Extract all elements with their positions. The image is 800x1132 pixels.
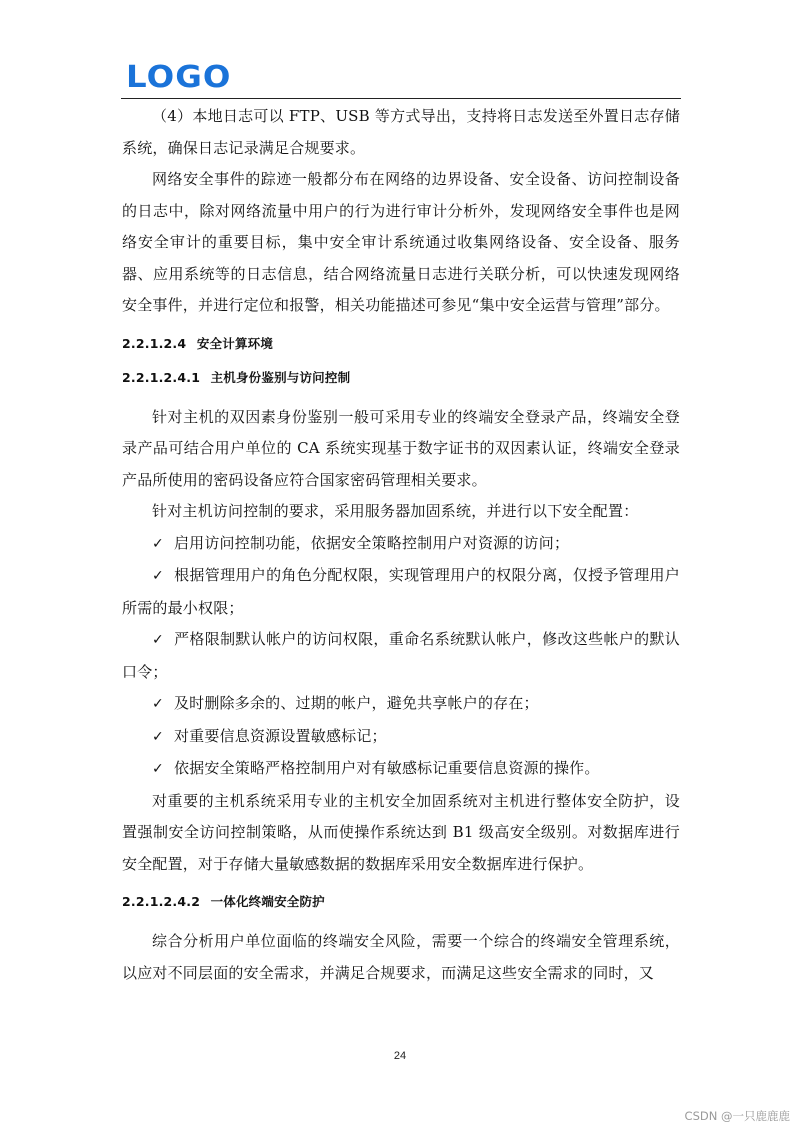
section-heading-2-2-1-2-4 (122, 334, 680, 354)
section-title: 安全计算环境 (196, 335, 274, 351)
list-item-text: 及时删除多余的、过期的帐户，避免共享帐户的存在； (173, 694, 539, 712)
section-number: 2.2.1.2.4.2 (122, 894, 201, 909)
check-icon: ✓ (152, 568, 164, 584)
header-rule (121, 98, 681, 99)
list-item (122, 624, 680, 688)
paragraph-log-export: （4）本地日志可以 FTP、USB 等方式导出，支持将日志发送至外置日志存储系统，确保日志记录满足合规要求。 (122, 107, 680, 157)
list-item (122, 688, 680, 721)
paragraph-security-events: 网络安全事件的踪迹一般都分布在网络的边界设备、安全设备、访问控制设备的日志中，除对网络流量中用户的行为进行审计分析外，发现网络安全事件也是网络安全审计的重要目标，集中安全审计系统通过收集网络设备、安全设备、服务器、应用系统等的日志信息，结合网络流量日志进行关联分析，可以快速发现网络安全事件，并进行定位和报警，相关功能描述可参见“集中安全运营与管理”部分。 (122, 170, 680, 314)
section-heading-2-2-1-2-4-1 (122, 368, 680, 388)
paragraph-host-hardening: 对重要的主机系统采用专业的主机安全加固系统对主机进行整体安全防护，设置强制安全访问控制策略，从而使操作系统达到 B1 级高安全级别。对数据库进行安全配置，对于存储大量敏感数据的数据库采用安全数据库进行保护。 (122, 791, 680, 873)
paragraph-endpoint-security: 综合分析用户单位面临的终端安全风险，需要一个综合的终端安全管理系统，以应对不同层面的安全需求，并满足合规要求，而满足这些安全需求的同时，又 (122, 932, 680, 982)
list-item (122, 753, 680, 786)
checklist (122, 528, 680, 786)
section-title: 一体化终端安全防护 (210, 894, 325, 909)
check-icon: ✓ (152, 535, 164, 552)
check-icon: ✓ (152, 632, 164, 648)
page-content (122, 101, 680, 989)
list-item-text: 对重要信息资源设置敏感标记； (173, 726, 387, 745)
list-item-text: 严格限制默认帐户的访问权限，重命名系统默认帐户，修改这些帐户的默认口令； (122, 630, 680, 681)
list-item (122, 560, 680, 624)
check-icon: ✓ (152, 696, 164, 712)
watermark: CSDN @一只鹿鹿鹿 (684, 1109, 790, 1123)
section-number: 2.2.1.2.4.1 (122, 369, 201, 385)
section-title: 主机身份鉴别与访问控制 (210, 369, 351, 385)
list-item (122, 528, 680, 561)
section-heading-2-2-1-2-4-2 (122, 892, 680, 912)
list-item (122, 721, 680, 754)
check-icon: ✓ (152, 761, 164, 777)
check-icon: ✓ (152, 728, 164, 745)
list-item-text: 依据安全策略严格控制用户对有敏感标记重要信息资源的操作。 (173, 759, 600, 777)
paragraph-access-control-intro: 针对主机访问控制的要求，采用服务器加固系统，并进行以下安全配置： (152, 502, 639, 520)
logo: LOGO (126, 60, 232, 95)
list-item-text: 启用访问控制功能，依据安全策略控制用户对资源的访问； (173, 533, 570, 552)
section-number: 2.2.1.2.4 (122, 335, 187, 351)
page-number: 24 (393, 1050, 407, 1062)
paragraph-two-factor-auth: 针对主机的双因素身份鉴别一般可采用专业的终端安全登录产品，终端安全登录产品可结合用户单位的 CA 系统实现基于数字证书的双因素认证，终端安全登录产品所使用的密码设备应符合国家密码管理相关要求。 (122, 407, 680, 489)
list-item-text: 根据管理用户的角色分配权限，实现管理用户的权限分离，仅授予管理用户所需的最小权限； (122, 566, 680, 617)
